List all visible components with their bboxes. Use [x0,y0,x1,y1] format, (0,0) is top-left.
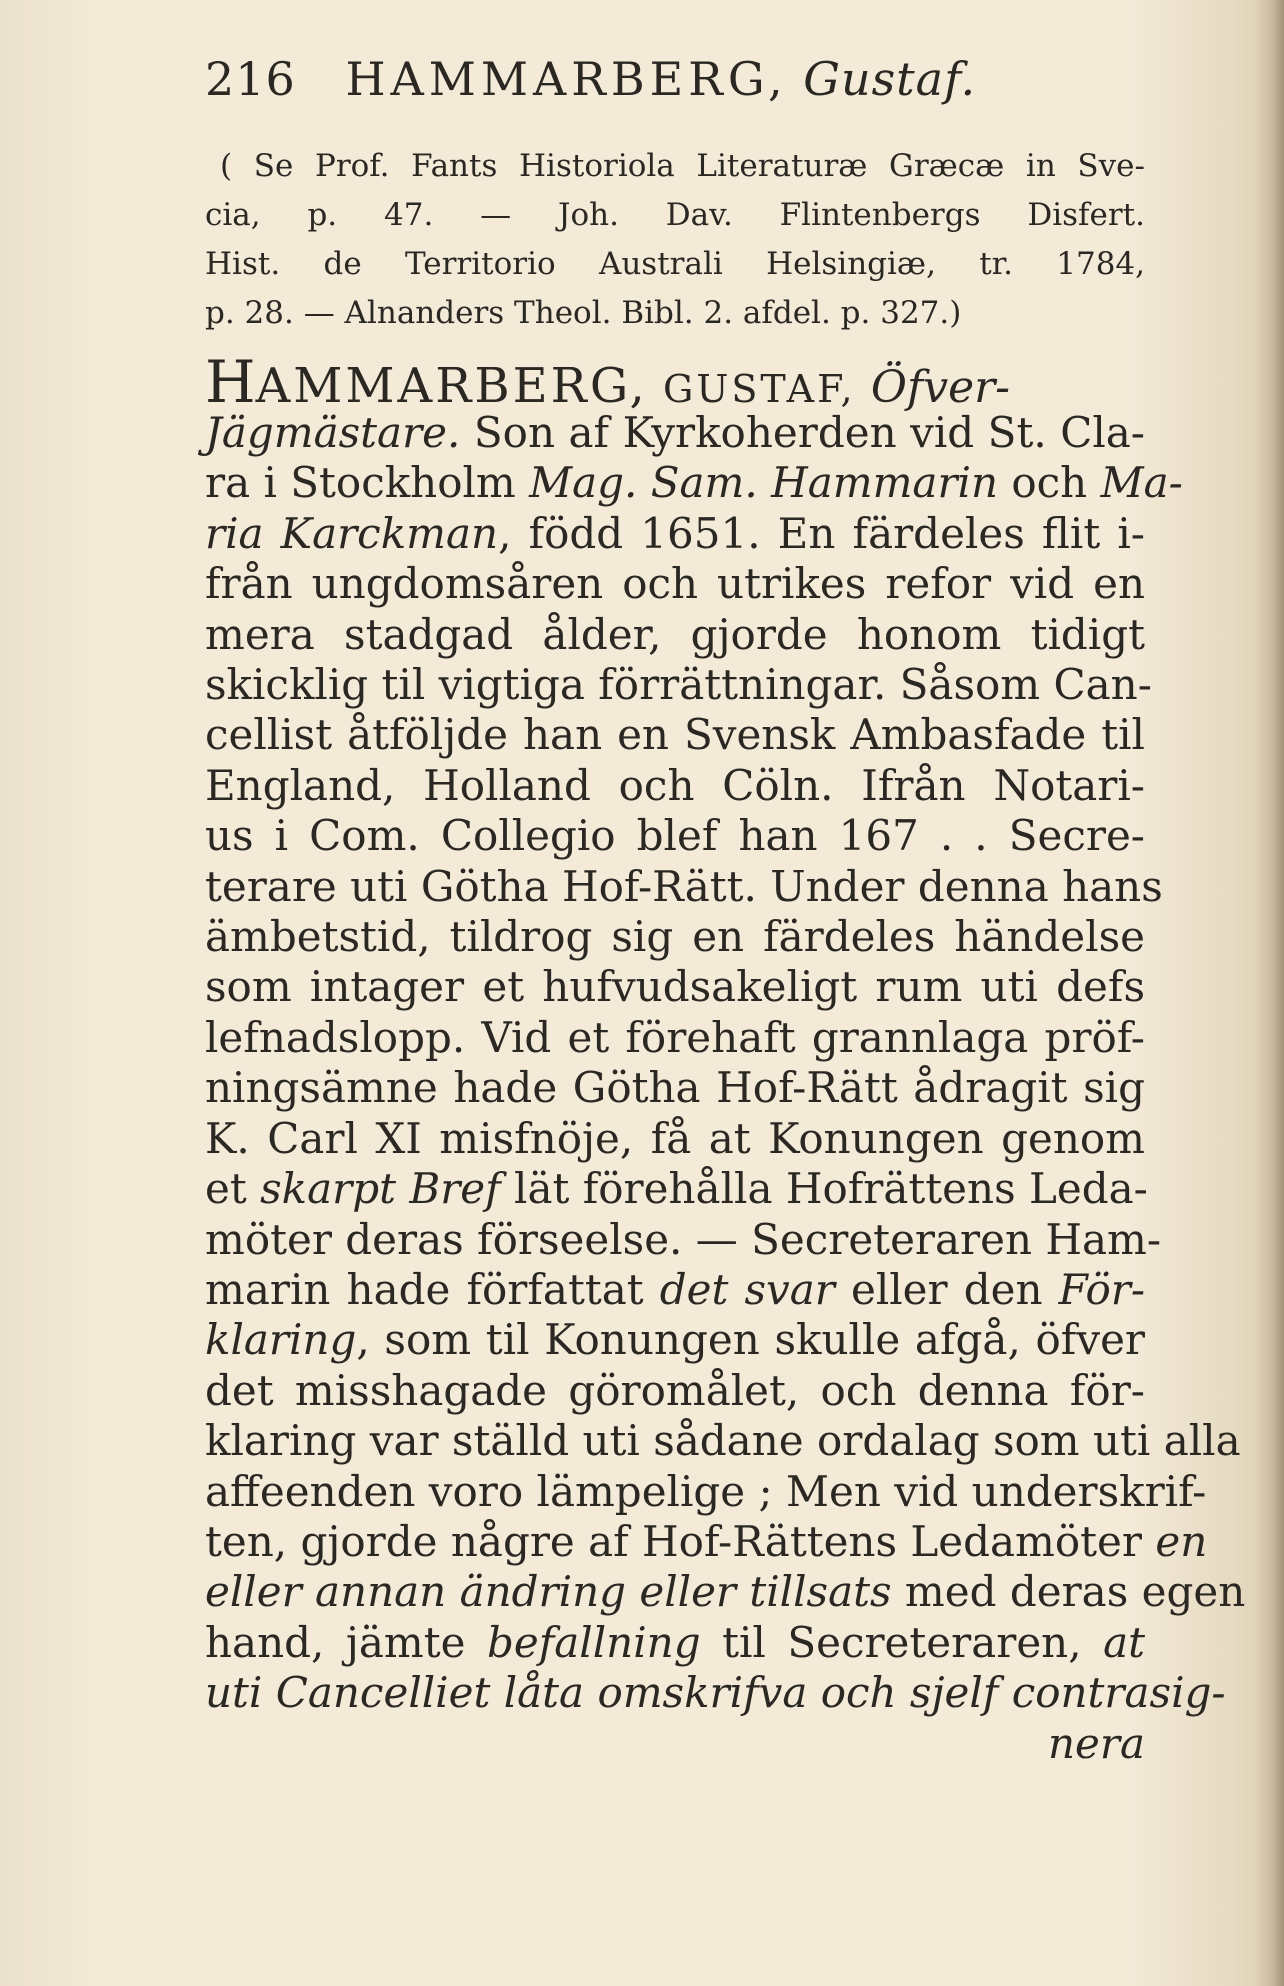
body-text: med deras egen [891,1567,1246,1617]
body-line [205,1668,1226,1718]
italic-text: uti Cancelliet låta omskrifva och sjelf contrasig- [205,1668,1226,1718]
italic-text: Jägmästare. [205,408,461,457]
body-line [205,962,1145,1012]
body-text: terare uti Götha Hof-Rätt. Under denna hans [205,861,1163,911]
body-text: mera stadgad ålder, gjorde honom tidigt [205,609,1145,659]
body-text: us i Com. Collegio blef han 167 . . Secre- [205,811,1145,861]
body-text: lät förehålla Hofrättens Leda- [500,1164,1148,1214]
body-line [205,1416,1241,1466]
header-surname: HAMMARBERG, [345,52,788,106]
body-line [205,1214,1162,1265]
body-line [205,1013,1145,1063]
body-line [205,761,1145,811]
body-text: och [998,458,1101,508]
body-line [205,1315,1145,1365]
body-text: , som til Konungen skulle afgå, öfver [356,1315,1145,1365]
citation-block [205,142,1145,338]
citation-line: Hist. de Territorio Australi Helsingiæ, tr. 1784, [205,246,1145,282]
body-line [205,912,1145,962]
italic-text: klaring [205,1315,357,1365]
italic-text: befallning [486,1617,701,1667]
body-text: et [205,1164,261,1214]
page-edge-shadow [1256,0,1284,1986]
entry-heading [205,348,1145,416]
italic-text: Mag. Sam. Hammarin [529,458,998,508]
body-text: som intager et hufvudsakeligt rum uti defs [205,962,1145,1012]
italic-text: en [1155,1516,1208,1566]
body-line [205,458,1183,508]
body-line [205,1265,1145,1315]
body-text: ten, gjorde någre af Hof-Rättens Ledamöter [205,1516,1156,1566]
body-line [205,1567,1246,1617]
header-given-name: Gustaf. [803,52,977,106]
italic-text: eller annan ändring eller tillsats [205,1567,892,1617]
citation-line: cia, p. 47. — Joh. Dav. Flintenbergs Disfert. [205,197,1145,233]
body-line [205,1366,1145,1416]
body-line [205,861,1163,912]
body-line [205,811,1145,861]
body-line [205,1114,1145,1164]
body-text: ämbetstid, tildrog sig en färdeles händelse [205,912,1145,962]
body-text: klaring var ställd uti sådane ordalag som uti alla [205,1416,1241,1466]
body-line [205,710,1145,760]
body-text: affeenden voro lämpelige ; Men vid underskrif- [205,1466,1207,1516]
running-header [205,52,1105,112]
body-text: , född 1651. En färdeles flit i- [498,508,1145,558]
body-text: ra i Stockholm [205,458,530,508]
entry-initial: H [205,348,256,416]
body-line [205,408,1145,458]
italic-text: skarpt Bref [260,1164,501,1214]
body-line [205,509,1145,559]
body-text: til Secreteraren, [700,1617,1104,1667]
body-line [205,1516,1208,1567]
body-line [205,1719,1145,1769]
body-line [205,610,1145,660]
body-text: det misshagade göromålet, och denna för- [205,1365,1145,1415]
italic-text: nera [1047,1718,1145,1768]
body-text: cellist åtföljde han en Svensk Ambasfade til [205,710,1145,760]
body-text: Son af Kyrkoherden vid St. Cla- [460,408,1145,457]
citation-line: ( Se Prof. Fants Historiola Literaturæ Græcæ in Sve- [220,148,1145,184]
body-line [205,1466,1207,1517]
body-text: marin hade författat [205,1264,660,1314]
citation-line: p. 28. — Alnanders Theol. Bibl. 2. afdel. p. 327.) [205,295,962,331]
body-text: hand, jämte [205,1617,487,1667]
body-text: från ungdomsåren och utrikes refor vid en [205,559,1145,609]
body-line [205,559,1145,609]
entry-body [205,408,1246,1769]
entry-title: Öfver- [870,362,1011,413]
body-text: eller den [834,1264,1059,1314]
italic-text: det svar [659,1264,835,1314]
body-text: skicklig til vigtiga förrättningar. Såsom Can- [205,660,1152,710]
page-number: 216 [205,52,296,106]
body-line [205,660,1152,710]
body-text: lefnadslopp. Vid et förehaft grannlaga pröf- [205,1012,1145,1062]
body-text: ningsämne hade Götha Hof-Rätt ådragit sig [205,1063,1145,1113]
body-text: K. Carl XI misfnöje, få at Konungen genom [205,1113,1145,1163]
body-text: möter deras förseelse. — Secreteraren Ham- [205,1214,1162,1264]
body-text: England, Holland och Cöln. Ifrån Notari- [205,760,1145,810]
italic-text: ria Karckman [205,508,499,558]
body-line [205,1618,1145,1668]
italic-text: För- [1058,1264,1146,1314]
entry-given-name: GUSTAF, [662,367,856,411]
body-line [205,1164,1148,1214]
italic-text: Ma- [1100,458,1183,508]
body-line [205,1063,1145,1113]
italic-text: at [1103,1617,1145,1667]
entry-surname: AMMARBERG, [255,358,648,414]
